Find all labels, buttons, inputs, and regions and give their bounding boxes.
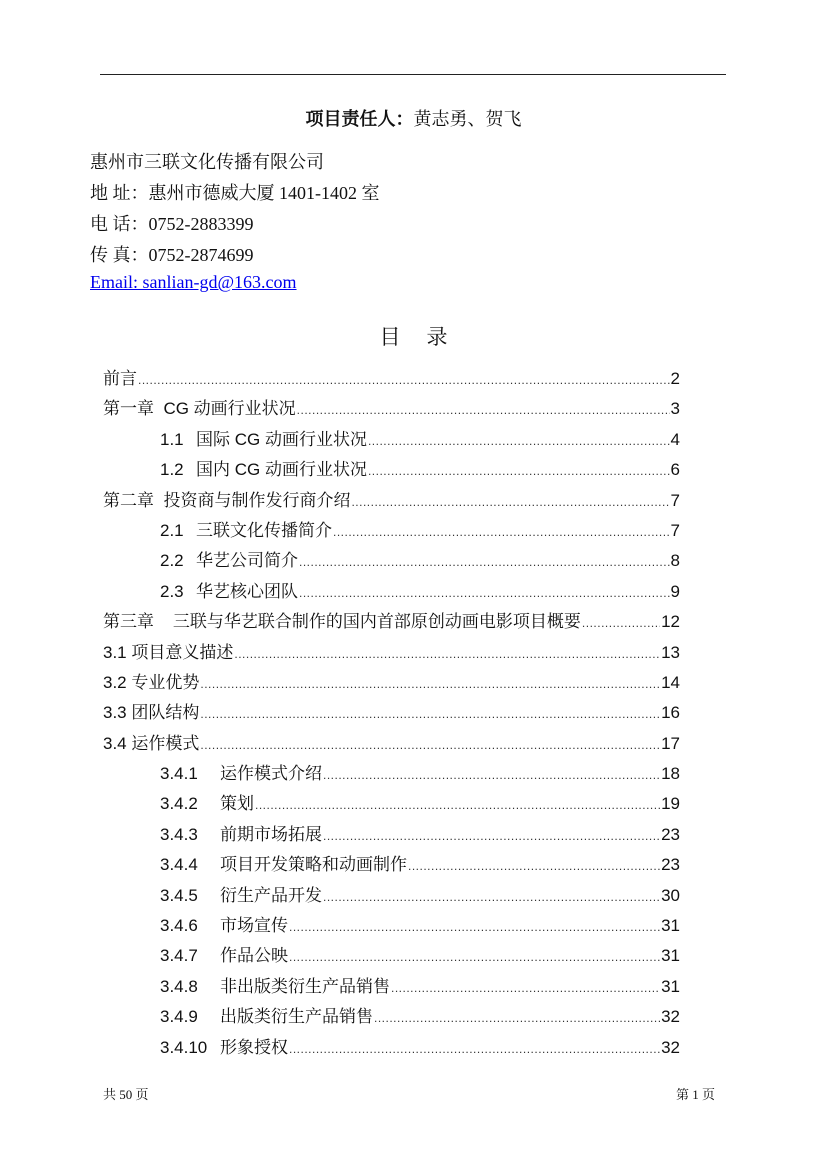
toc-entry-number: 3.4.1	[160, 764, 198, 784]
toc-entry-text: 华艺核心团队	[196, 581, 298, 601]
toc-entry-text: 国内 CG 动画行业状况	[196, 460, 367, 480]
toc-entry-page: 2	[670, 369, 680, 388]
toc-dot-leader	[200, 699, 660, 729]
toc-entry-label	[103, 364, 137, 394]
toc-entry-page: 32	[661, 1037, 680, 1057]
toc-entry-label	[160, 546, 298, 576]
toc-dot-leader	[391, 973, 660, 1003]
toc-entry-number: 3.4.2	[160, 794, 198, 814]
footer-page-number: 第 1 页	[675, 1087, 715, 1102]
toc-entry-page: 3	[670, 399, 680, 419]
toc-entry-label	[160, 425, 367, 455]
toc-entry-label	[103, 668, 199, 698]
footer-total-pages: 共 50 页	[103, 1087, 149, 1102]
toc-entry-number: 3.4.9	[160, 1007, 198, 1027]
toc-entry-text: 市场宣传	[220, 916, 288, 936]
toc-dot-leader	[299, 578, 670, 608]
toc-entry-text: 3.1 项目意义描述	[103, 642, 234, 662]
toc-entry-text: 作品公映	[220, 946, 288, 966]
toc-entry-label	[160, 850, 407, 880]
toc-entry[interactable]	[103, 911, 680, 941]
toc-entry[interactable]	[103, 1033, 680, 1063]
toc-entry-page: 18	[661, 764, 680, 784]
toc-entry-page: 23	[661, 855, 680, 875]
toc-entry-text: 华艺公司简介	[196, 551, 298, 571]
email-link[interactable]: Email: sanlian-gd@163.com	[90, 272, 297, 292]
toc-entry[interactable]	[103, 607, 680, 637]
toc-dot-leader	[408, 851, 660, 881]
toc-entry[interactable]	[103, 789, 680, 819]
toc-entry-label	[103, 486, 350, 516]
toc-entry-label	[103, 394, 296, 424]
toc-entry-number: 3.4.6	[160, 916, 198, 936]
toc-entry-page: 6	[670, 460, 680, 480]
toc-entry[interactable]	[103, 546, 680, 576]
table-of-contents	[103, 364, 680, 1063]
company-fax: 传 真：0752-2874699	[90, 245, 254, 265]
toc-dot-leader	[297, 395, 670, 425]
toc-entry-page: 9	[670, 581, 680, 601]
toc-entry-number: 1.2	[160, 460, 184, 480]
responsible-names: 黄志勇、贺飞	[413, 109, 522, 129]
toc-entry[interactable]	[103, 455, 680, 485]
toc-entry-number: 3.4.8	[160, 976, 198, 996]
toc-entry[interactable]	[103, 729, 680, 759]
toc-entry-label	[160, 789, 254, 819]
toc-dot-leader	[323, 882, 660, 912]
toc-entry-label	[103, 729, 199, 759]
toc-dot-leader	[299, 547, 670, 577]
toc-entry-number: 3.4.7	[160, 946, 198, 966]
toc-entry-page: 7	[670, 490, 680, 510]
toc-entry-number: 2.2	[160, 551, 184, 571]
toc-entry-text: 3.3 团队结构	[103, 703, 200, 723]
toc-entry-page: 17	[661, 733, 680, 753]
toc-entry-page: 8	[670, 551, 680, 571]
toc-entry[interactable]	[103, 486, 680, 516]
toc-title: 目录	[379, 325, 474, 349]
toc-entry-label	[160, 1002, 373, 1032]
toc-entry-text: 衍生产品开发	[220, 885, 322, 905]
toc-dot-leader	[255, 790, 660, 820]
toc-entry-text: 第三章 三联与华艺联合制作的国内首部原创动画电影项目概要	[103, 612, 581, 632]
toc-entry[interactable]	[103, 850, 680, 880]
toc-entry-label	[160, 941, 288, 971]
company-phone: 电 话：0752-2883399	[90, 214, 254, 234]
toc-entry-page: 30	[661, 885, 680, 905]
company-address: 地 址：惠州市德威大厦 1401-1402 室	[90, 183, 380, 203]
toc-entry[interactable]	[103, 881, 680, 911]
toc-entry-label	[160, 881, 322, 911]
toc-entry-page: 19	[661, 794, 680, 814]
toc-dot-leader	[323, 821, 660, 851]
responsible-label: 项目责任人：	[305, 109, 414, 129]
toc-dot-leader	[138, 365, 670, 395]
toc-entry-page: 32	[661, 1007, 680, 1027]
toc-entry[interactable]	[103, 577, 680, 607]
toc-entry[interactable]	[103, 1002, 680, 1032]
toc-entry-text: 前期市场拓展	[220, 824, 322, 844]
toc-entry[interactable]	[103, 516, 680, 546]
toc-entry[interactable]	[103, 638, 680, 668]
toc-entry-page: 12	[661, 612, 680, 632]
toc-entry[interactable]	[103, 425, 680, 455]
toc-entry-page: 31	[661, 976, 680, 996]
toc-entry[interactable]	[103, 820, 680, 850]
toc-dot-leader	[200, 730, 660, 760]
toc-entry-text: 出版类衍生产品销售	[220, 1007, 373, 1027]
toc-entry-text: 三联文化传播简介	[196, 520, 332, 540]
header-rule	[100, 74, 726, 75]
toc-entry-page: 7	[670, 520, 680, 540]
toc-entry-number: 3.4.5	[160, 885, 198, 905]
toc-entry-text: 第二章 投资商与制作发行商介绍	[103, 490, 351, 510]
toc-entry-number: 2.3	[160, 581, 184, 601]
toc-entry[interactable]	[103, 759, 680, 789]
toc-entry-text: 前言	[103, 369, 137, 388]
toc-entry[interactable]	[103, 394, 680, 424]
toc-dot-leader	[351, 487, 669, 517]
toc-dot-leader	[234, 639, 660, 669]
company-name: 惠州市三联文化传播有限公司	[90, 152, 324, 172]
toc-entry[interactable]	[103, 698, 680, 728]
toc-entry-text: 非出版类衍生产品销售	[220, 976, 390, 996]
toc-entry-page: 14	[661, 672, 680, 692]
toc-entry-number: 1.1	[160, 429, 184, 449]
toc-dot-leader	[200, 669, 660, 699]
toc-entry-label	[160, 911, 288, 941]
toc-entry-label	[103, 638, 233, 668]
toc-entry-label	[160, 1033, 288, 1063]
toc-entry-text: 项目开发策略和动画制作	[220, 855, 407, 875]
toc-dot-leader	[582, 608, 660, 638]
toc-entry-label	[160, 820, 322, 850]
toc-dot-leader	[289, 912, 660, 942]
toc-entry-number: 3.4.3	[160, 824, 198, 844]
toc-entry[interactable]	[103, 941, 680, 971]
toc-entry-page: 16	[661, 703, 680, 723]
toc-entry-label	[103, 607, 581, 637]
toc-entry-text: 策划	[220, 794, 254, 814]
toc-entry-page: 13	[661, 642, 680, 662]
toc-entry-text: 3.2 专业优势	[103, 672, 200, 692]
toc-entry-label	[160, 516, 332, 546]
toc-entry-text: 国际 CG 动画行业状况	[196, 429, 367, 449]
toc-entry-page: 4	[670, 429, 680, 449]
toc-dot-leader	[374, 1003, 660, 1033]
project-responsible	[0, 105, 827, 131]
toc-dot-leader	[289, 942, 660, 972]
toc-entry[interactable]	[103, 364, 680, 394]
toc-dot-leader	[368, 456, 670, 486]
toc-dot-leader	[323, 760, 660, 790]
toc-entry-text: 运作模式介绍	[220, 764, 322, 784]
toc-entry-number: 3.4.4	[160, 855, 198, 875]
toc-entry-text: 形象授权	[220, 1037, 288, 1057]
toc-entry[interactable]	[103, 668, 680, 698]
toc-dot-leader	[289, 1034, 660, 1064]
toc-entry-label	[160, 759, 322, 789]
toc-entry-label	[103, 698, 199, 728]
toc-entry-text: 3.4 运作模式	[103, 733, 200, 753]
toc-entry-label	[160, 972, 390, 1002]
toc-entry-page: 23	[661, 824, 680, 844]
toc-entry-label	[160, 455, 367, 485]
toc-entry-number: 3.4.10	[160, 1037, 208, 1057]
toc-entry[interactable]	[103, 972, 680, 1002]
toc-entry-label	[160, 577, 298, 607]
toc-entry-number: 2.1	[160, 520, 184, 540]
toc-dot-leader	[368, 426, 670, 456]
toc-dot-leader	[333, 517, 670, 547]
toc-entry-page: 31	[661, 946, 680, 966]
toc-entry-page: 31	[661, 916, 680, 936]
toc-entry-text: 第一章 CG 动画行业状况	[103, 399, 296, 419]
